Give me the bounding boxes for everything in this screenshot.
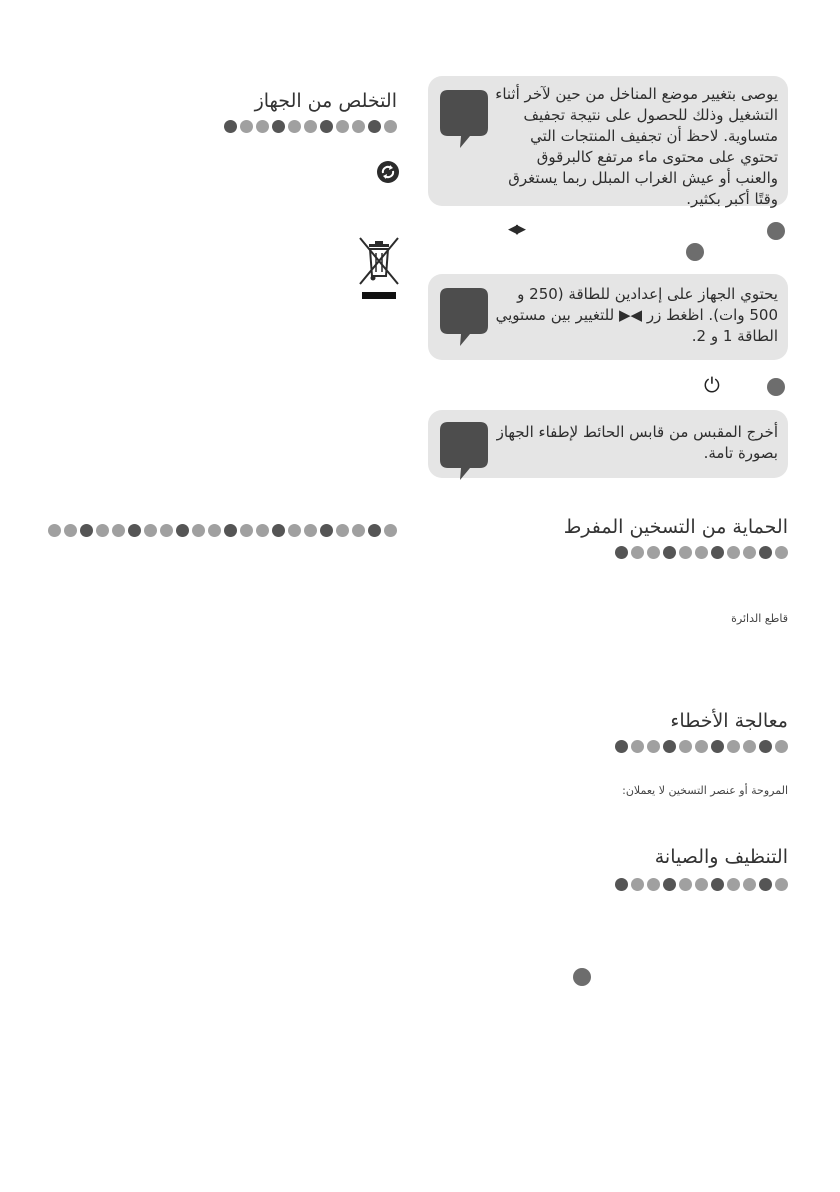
- dot: [320, 120, 333, 133]
- step-marker: [573, 968, 591, 986]
- speech-bubble-icon: [440, 90, 488, 148]
- dot: [727, 878, 740, 891]
- dot: [304, 524, 317, 537]
- dot: [336, 120, 349, 133]
- dot: [695, 740, 708, 753]
- speech-bubble-icon: [440, 288, 488, 346]
- dot: [368, 120, 381, 133]
- section-title-overheat: الحماية من التسخين المفرط: [563, 516, 788, 538]
- dot: [384, 524, 397, 537]
- dot: [615, 878, 628, 891]
- dot: [272, 120, 285, 133]
- dot: [743, 740, 756, 753]
- speech-bubble-icon: [440, 422, 488, 480]
- dot: [144, 524, 157, 537]
- dot: [208, 524, 221, 537]
- dot: [727, 740, 740, 753]
- dot: [711, 546, 724, 559]
- dot: [743, 546, 756, 559]
- dot: [80, 524, 93, 537]
- dot: [663, 740, 676, 753]
- dot: [112, 524, 125, 537]
- dot: [288, 120, 301, 133]
- note-box-drying-tip: [428, 76, 788, 206]
- dot: [647, 740, 660, 753]
- dot: [176, 524, 189, 537]
- dot: [663, 546, 676, 559]
- note-box-power-settings: [428, 274, 788, 360]
- dot: [192, 524, 205, 537]
- section-title-troubleshooting: معالجة الأخطاء: [670, 710, 788, 732]
- dot: [775, 878, 788, 891]
- dot: [384, 120, 397, 133]
- dot: [288, 524, 301, 537]
- dot: [128, 524, 141, 537]
- dot-rule: [615, 546, 788, 560]
- dot-rule: [224, 120, 397, 134]
- dot: [695, 546, 708, 559]
- note-text-drying-tip: يوصى بتغيير موضع المناخل من حين لآخر أثناء التشغيل وذلك للحصول على نتيجة تجفيف متساوية. لاحظ أن تجفيف المنتجات التي تحتوي على محتوى ماء مرتفع كالبرقوق والعنب أو عيش الغراب المبلل ربما يستغرق وقتًا أكبر بكثير.: [495, 85, 778, 208]
- dot: [759, 546, 772, 559]
- dot-rule-long: [48, 524, 397, 538]
- dot: [224, 120, 237, 133]
- dot: [615, 546, 628, 559]
- dot: [368, 524, 381, 537]
- dot: [631, 878, 644, 891]
- dot: [336, 524, 349, 537]
- section-title-cleaning: التنظيف والصيانة: [654, 846, 788, 868]
- dot: [759, 740, 772, 753]
- dot: [304, 120, 317, 133]
- arrows-icon: ◀▶: [508, 222, 524, 237]
- dot: [631, 740, 644, 753]
- dot: [256, 524, 269, 537]
- circuit-breaker-label: قاطع الدائرة: [731, 612, 788, 625]
- dot: [711, 740, 724, 753]
- dot: [631, 546, 644, 559]
- dot: [352, 524, 365, 537]
- dot: [320, 524, 333, 537]
- dot: [775, 740, 788, 753]
- recycle-icon: [376, 160, 400, 184]
- dot: [224, 524, 237, 537]
- dot: [615, 740, 628, 753]
- dot: [743, 878, 756, 891]
- dot: [647, 546, 660, 559]
- dot: [663, 878, 676, 891]
- dot: [64, 524, 77, 537]
- dot: [679, 740, 692, 753]
- dot: [679, 878, 692, 891]
- dot: [775, 546, 788, 559]
- note-text-unplug: أخرج المقبس من قابس الحائط لإطفاء الجهاز بصورة تامة.: [496, 423, 778, 462]
- power-icon: ⏻: [704, 373, 720, 397]
- step-marker: [686, 243, 704, 261]
- dot-rule: [615, 878, 788, 892]
- dot: [272, 524, 285, 537]
- dot: [48, 524, 61, 537]
- dot: [240, 524, 253, 537]
- dot: [352, 120, 365, 133]
- dot: [240, 120, 253, 133]
- section-title-disposal: التخلص من الجهاز: [254, 90, 397, 112]
- note-text-power-settings: يحتوي الجهاز على إعدادين للطاقة (250 و 500 وات). اظغط زر ◀▶ للتغيير بين مستويي الطاقة 1 و 2.: [495, 285, 778, 345]
- dot: [160, 524, 173, 537]
- dot: [647, 878, 660, 891]
- dot: [727, 546, 740, 559]
- dot: [256, 120, 269, 133]
- fan-heater-issue-label: المروحة أو عنصر التسخين لا يعملان:: [622, 784, 788, 797]
- step-marker: [767, 222, 785, 240]
- step-marker: [767, 378, 785, 396]
- dot-rule: [615, 740, 788, 754]
- dot: [695, 878, 708, 891]
- dot: [711, 878, 724, 891]
- note-box-unplug: [428, 410, 788, 478]
- dot: [759, 878, 772, 891]
- crossed-bin-icon: [356, 236, 402, 300]
- dot: [96, 524, 109, 537]
- dot: [679, 546, 692, 559]
